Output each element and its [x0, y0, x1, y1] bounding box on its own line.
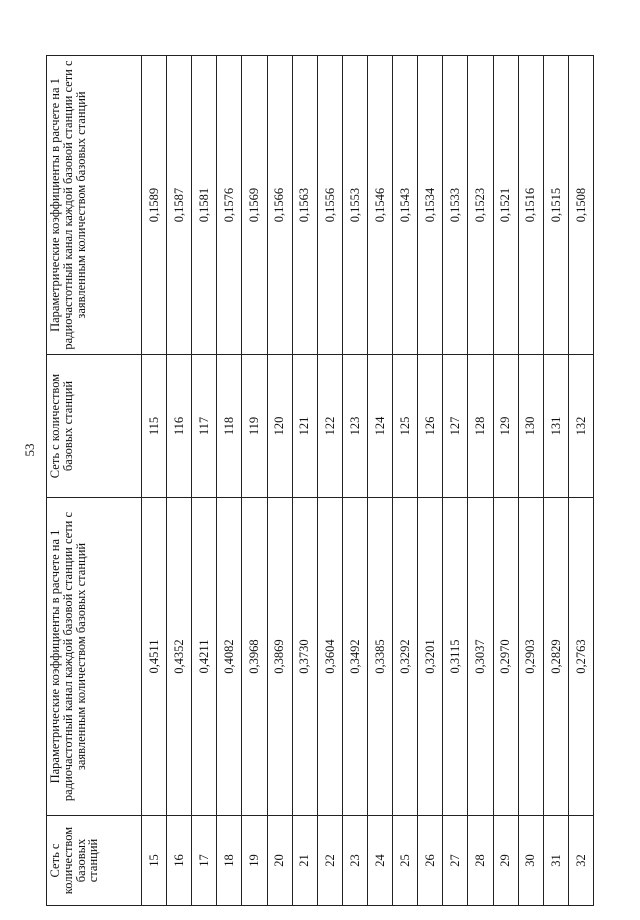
table-header-row: [47, 56, 142, 906]
cell-stations-count-left: 21: [292, 816, 317, 906]
cell-stations-count-left: 26: [418, 816, 443, 906]
cell-coefficient-left: 0,3115: [443, 498, 468, 816]
cell-coefficient-left: 0,3869: [267, 498, 292, 816]
cell-stations-count-left: 31: [543, 816, 568, 906]
cell-coefficient-left: 0,2763: [568, 498, 593, 816]
cell-coefficient-right: 0,1508: [568, 56, 593, 355]
cell-coefficient-left: 0,3968: [242, 498, 267, 816]
table-row: [167, 56, 192, 906]
cell-stations-count-left: 15: [142, 816, 167, 906]
cell-stations-count-right: 124: [367, 355, 392, 498]
cell-stations-count-left: 29: [493, 816, 518, 906]
table-body: [142, 56, 594, 906]
table-row: [192, 56, 217, 906]
table-row: [217, 56, 242, 906]
cell-coefficient-left: 0,3292: [393, 498, 418, 816]
cell-coefficient-left: 0,2903: [518, 498, 543, 816]
cell-stations-count-left: 24: [367, 816, 392, 906]
table-row: [543, 56, 568, 906]
cell-coefficient-right: 0,1569: [242, 56, 267, 355]
cell-coefficient-right: 0,1589: [142, 56, 167, 355]
cell-stations-count-right: 127: [443, 355, 468, 498]
cell-coefficient-right: 0,1563: [292, 56, 317, 355]
cell-stations-count-left: 19: [242, 816, 267, 906]
table-row: [518, 56, 543, 906]
cell-coefficient-left: 0,3201: [418, 498, 443, 816]
cell-stations-count-right: 125: [393, 355, 418, 498]
cell-stations-count-right: 116: [167, 355, 192, 498]
table-row: [142, 56, 167, 906]
cell-coefficient-left: 0,3385: [367, 498, 392, 816]
cell-stations-count-right: 122: [317, 355, 342, 498]
table-row: [267, 56, 292, 906]
table-row: [468, 56, 493, 906]
cell-stations-count-right: 128: [468, 355, 493, 498]
cell-coefficient-left: 0,4082: [217, 498, 242, 816]
table-row: [443, 56, 468, 906]
cell-coefficient-right: 0,1533: [443, 56, 468, 355]
cell-stations-count-right: 123: [342, 355, 367, 498]
table-row: [493, 56, 518, 906]
cell-coefficient-right: 0,1534: [418, 56, 443, 355]
cell-coefficient-left: 0,3037: [468, 498, 493, 816]
table-row: [568, 56, 593, 906]
table-row: [317, 56, 342, 906]
cell-stations-count-right: 126: [418, 355, 443, 498]
cell-stations-count-right: 118: [217, 355, 242, 498]
cell-coefficient-right: 0,1581: [192, 56, 217, 355]
cell-stations-count-right: 129: [493, 355, 518, 498]
cell-stations-count-left: 23: [342, 816, 367, 906]
cell-stations-count-left: 32: [568, 816, 593, 906]
cell-stations-count-right: 120: [267, 355, 292, 498]
cell-stations-count-right: 119: [242, 355, 267, 498]
table-row: [292, 56, 317, 906]
cell-coefficient-right: 0,1546: [367, 56, 392, 355]
cell-coefficient-left: 0,2970: [493, 498, 518, 816]
cell-coefficient-left: 0,3604: [317, 498, 342, 816]
cell-stations-count-right: 131: [543, 355, 568, 498]
cell-coefficient-left: 0,3492: [342, 498, 367, 816]
header-stations-count-right: Сеть с количеством базовых станций: [47, 355, 142, 498]
page-number: 53: [22, 443, 37, 457]
cell-coefficient-left: 0,4211: [192, 498, 217, 816]
cell-stations-count-right: 115: [142, 355, 167, 498]
cell-coefficient-right: 0,1521: [493, 56, 518, 355]
cell-coefficient-left: 0,2829: [543, 498, 568, 816]
cell-stations-count-left: 16: [167, 816, 192, 906]
cell-stations-count-left: 25: [393, 816, 418, 906]
cell-coefficient-right: 0,1576: [217, 56, 242, 355]
header-coefficients-right: Параметрические коэффициенты в расчете на 1 радиочастотный канал каждой базовой станции сети с заявленным количеством базовых станций: [47, 56, 142, 355]
cell-stations-count-left: 30: [518, 816, 543, 906]
cell-coefficient-left: 0,4511: [142, 498, 167, 816]
cell-stations-count-left: 27: [443, 816, 468, 906]
cell-coefficient-left: 0,3730: [292, 498, 317, 816]
cell-coefficient-right: 0,1587: [167, 56, 192, 355]
cell-coefficient-right: 0,1523: [468, 56, 493, 355]
table-row: [418, 56, 443, 906]
cell-stations-count-left: 17: [192, 816, 217, 906]
cell-stations-count-right: 117: [192, 355, 217, 498]
header-coefficients-left: Параметрические коэффициенты в расчете на 1 радиочастотный канал каждой базовой станции сети с заявленным количеством базовых станций: [47, 498, 142, 816]
cell-coefficient-right: 0,1516: [518, 56, 543, 355]
cell-coefficient-right: 0,1553: [342, 56, 367, 355]
cell-coefficient-right: 0,1515: [543, 56, 568, 355]
table-row: [342, 56, 367, 906]
cell-coefficient-right: 0,1566: [267, 56, 292, 355]
cell-stations-count-right: 130: [518, 355, 543, 498]
cell-stations-count-left: 22: [317, 816, 342, 906]
table-row: [367, 56, 392, 906]
coefficients-table: [46, 55, 594, 906]
header-stations-count-left: Сеть с количеством базовых станций: [47, 816, 142, 906]
cell-stations-count-left: 20: [267, 816, 292, 906]
cell-stations-count-left: 28: [468, 816, 493, 906]
cell-coefficient-left: 0,4352: [167, 498, 192, 816]
cell-coefficient-right: 0,1556: [317, 56, 342, 355]
coefficients-table-rotated: [46, 56, 594, 906]
cell-stations-count-right: 121: [292, 355, 317, 498]
table-row: [393, 56, 418, 906]
cell-stations-count-right: 132: [568, 355, 593, 498]
table-row: [242, 56, 267, 906]
cell-coefficient-right: 0,1543: [393, 56, 418, 355]
cell-stations-count-left: 18: [217, 816, 242, 906]
